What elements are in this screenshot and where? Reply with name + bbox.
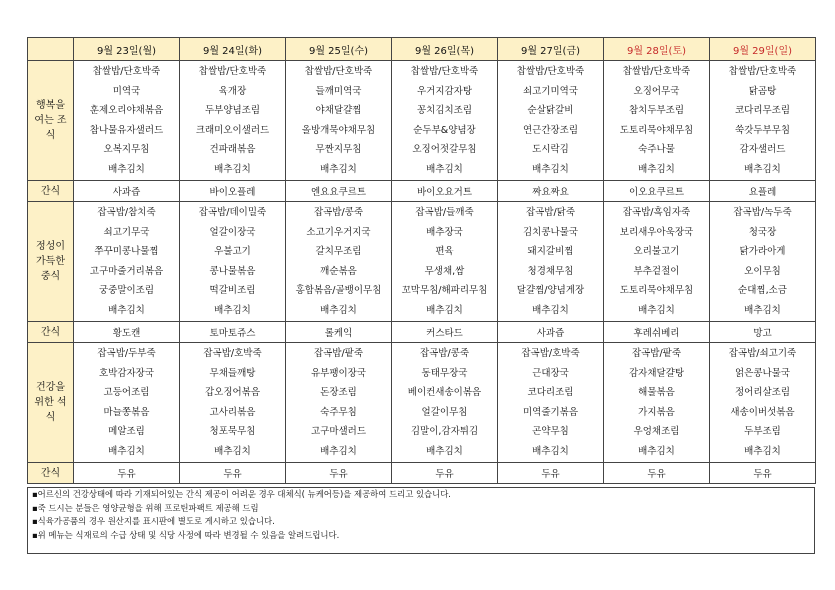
menu-item: 돈장조림 <box>320 387 357 399</box>
menu-item: 잡곡밥/콩죽 <box>313 207 364 219</box>
menu-item: 배추김치 <box>638 304 675 316</box>
menu-item: 배추김치 <box>214 163 251 175</box>
notes-box <box>27 487 815 554</box>
menu-item: 쭈꾸미콩나물찜 <box>94 246 159 258</box>
menu-item: 쇠고기무국 <box>103 226 150 238</box>
day-menu-cell <box>710 61 816 181</box>
menu-item: 배추김치 <box>320 304 357 316</box>
snack-cell: 커스타드 <box>392 322 498 343</box>
header-corner <box>28 38 74 61</box>
menu-item: 오복지무침 <box>103 144 150 156</box>
menu-item: 잡곡밥/참치죽 <box>97 207 156 219</box>
menu-item: 오징어젓갈무침 <box>412 144 477 156</box>
menu-item: 홍합볶음/골뱅이무침 <box>295 285 382 297</box>
menu-item: 배추김치 <box>320 445 357 457</box>
snack-cell: 두유 <box>604 463 710 484</box>
day-header: 9월 26일(목) <box>392 38 498 61</box>
day-header: 9월 25일(수) <box>286 38 392 61</box>
menu-item: 배추김치 <box>744 304 781 316</box>
menu-item: 잡곡밥/팥죽 <box>631 348 682 360</box>
menu-item: 쑥갓두부무침 <box>734 124 791 136</box>
weekly-menu-table <box>27 37 816 484</box>
meal-label: 행복을 여는 조식 <box>28 61 74 181</box>
snack-cell: 짜요짜요 <box>498 181 604 202</box>
menu-item: 잡곡밥/들깨죽 <box>415 207 474 219</box>
snack-row <box>28 463 816 484</box>
snack-cell: 두유 <box>498 463 604 484</box>
menu-item: 김치콩나물국 <box>522 226 579 238</box>
day-header: 9월 27일(금) <box>498 38 604 61</box>
menu-item: 두부조림 <box>744 426 781 438</box>
menu-item: 찹쌀밥/단호박죽 <box>198 66 267 78</box>
menu-item: 잡곡밥/흑임자죽 <box>622 207 691 219</box>
menu-item: 배추김치 <box>532 163 569 175</box>
menu-item: 배추김치 <box>108 445 145 457</box>
menu-item: 올방개묵야채무침 <box>301 124 376 136</box>
menu-item: 참치두부조림 <box>628 105 685 117</box>
menu-item: 보리새우아욱장국 <box>619 226 694 238</box>
day-menu-cell <box>498 343 604 463</box>
day-menu-cell <box>710 343 816 463</box>
menu-item: 배추김치 <box>214 445 251 457</box>
note-line: ▪죽 드시는 분들은 영양균형을 위해 프로틴파팩트 제공해 드림 <box>32 502 259 513</box>
menu-item: 얼갈이장국 <box>209 226 256 238</box>
meal-label: 건강을 위한 석식 <box>28 343 74 463</box>
menu-item: 배추김치 <box>426 163 463 175</box>
day-header: 9월 24일(화) <box>180 38 286 61</box>
menu-item: 찹쌀밥/단호박죽 <box>304 66 373 78</box>
menu-item: 배추김치 <box>532 304 569 316</box>
menu-item: 배추김치 <box>320 163 357 175</box>
snack-cell: 바이오플레 <box>180 181 286 202</box>
day-menu-cell <box>392 343 498 463</box>
day-menu-cell <box>74 202 180 322</box>
menu-item: 닭가라아게 <box>739 246 786 258</box>
menu-item: 갑오징어볶음 <box>204 387 261 399</box>
day-header-weekend: 9월 29일(일) <box>710 38 816 61</box>
menu-item: 도토리묵야채무침 <box>619 124 694 136</box>
menu-item: 깨순볶음 <box>320 265 357 277</box>
menu-item: 배추김치 <box>638 163 675 175</box>
snack-cell: 이오요쿠르트 <box>604 181 710 202</box>
menu-item: 숙주무침 <box>320 406 357 418</box>
snack-label: 간식 <box>28 181 74 202</box>
menu-item: 무짠지무침 <box>315 144 362 156</box>
menu-item: 찹쌀밥/단호박죽 <box>516 66 585 78</box>
header-row <box>28 38 816 61</box>
menu-item: 미역국 <box>112 85 141 97</box>
menu-item: 순두부&양념장 <box>413 124 476 136</box>
menu-item: 청국장 <box>748 226 777 238</box>
menu-item: 찹쌀밥/단호박죽 <box>728 66 797 78</box>
menu-item: 코다리무조림 <box>734 105 791 117</box>
menu-item: 배추장국 <box>426 226 463 238</box>
snack-cell: 두유 <box>710 463 816 484</box>
menu-item: 두부양념조림 <box>204 105 261 117</box>
menu-item: 곤약무침 <box>532 426 569 438</box>
menu-item: 숙주나물 <box>638 144 675 156</box>
menu-item: 청포묵무침 <box>209 426 256 438</box>
menu-item: 콩나물볶음 <box>209 265 256 277</box>
day-menu-cell <box>392 202 498 322</box>
menu-item: 궁중말이조림 <box>98 285 155 297</box>
menu-item: 유부팽이장국 <box>310 367 367 379</box>
snack-row <box>28 181 816 202</box>
menu-item: 꽁치김치조림 <box>416 105 473 117</box>
snack-label: 간식 <box>28 322 74 343</box>
snack-cell: 후레쉬베리 <box>604 322 710 343</box>
menu-item: 배추김치 <box>108 304 145 316</box>
day-menu-cell <box>604 61 710 181</box>
menu-item: 우엉채조림 <box>633 426 680 438</box>
day-menu-cell <box>710 202 816 322</box>
menu-item: 찹쌀밥/단호박죽 <box>622 66 691 78</box>
snack-label: 간식 <box>28 463 74 484</box>
snack-cell: 두유 <box>180 463 286 484</box>
menu-item: 고등어조림 <box>103 387 150 399</box>
note-line: ▪어르신의 건강상태에 따라 기재되어있는 간식 제공이 어려운 경우 대체식( 뉴케어등)을 제공하여 드리고 있습니다. <box>32 489 451 499</box>
menu-item: 정어리살조림 <box>734 387 791 399</box>
menu-item: 감자샐러드 <box>739 144 786 156</box>
menu-item: 오징어무국 <box>633 85 680 97</box>
menu-item: 감자채달걀탕 <box>628 367 685 379</box>
menu-item: 오리불고기 <box>633 246 680 258</box>
menu-item: 고구마샐러드 <box>310 426 367 438</box>
menu-item: 우불고기 <box>214 246 251 258</box>
menu-item: 순대찜,소금 <box>738 285 787 297</box>
note-line: ▪위 메뉴는 식재료의 수급 상태 및 식당 사정에 따라 변경될 수 있음을 알려드립니다. <box>32 529 340 540</box>
day-header: 9월 23일(월) <box>74 38 180 61</box>
day-menu-cell <box>604 202 710 322</box>
menu-item: 메알조림 <box>108 426 145 438</box>
menu-item: 배추김치 <box>744 445 781 457</box>
menu-item: 훈제오리야채볶음 <box>89 105 164 117</box>
menu-item: 크래미오이샐러드 <box>195 124 270 136</box>
snack-cell: 롤케익 <box>286 322 392 343</box>
menu-item: 잡곡밥/콩죽 <box>419 348 470 360</box>
menu-item: 코다리조림 <box>527 387 574 399</box>
snack-cell: 바이오요거트 <box>392 181 498 202</box>
menu-item: 호박감자장국 <box>98 367 155 379</box>
menu-item: 고구마줄거리볶음 <box>89 265 164 277</box>
menu-item: 미역줄기볶음 <box>522 406 579 418</box>
note-line: ▪식육가공품의 경우 원산지를 표시판에 별도로 게시하고 있습니다. <box>32 516 275 526</box>
menu-item: 잡곡밥/호박죽 <box>521 348 580 360</box>
menu-item: 배추김치 <box>744 163 781 175</box>
menu-item: 배추김치 <box>214 304 251 316</box>
menu-item: 가지볶음 <box>638 406 675 418</box>
menu-item: 잡곡밥/닭죽 <box>525 207 576 219</box>
day-menu-cell <box>180 343 286 463</box>
day-menu-cell <box>392 61 498 181</box>
menu-item: 들깨미역국 <box>315 85 362 97</box>
menu-item: 잡곡밥/호박죽 <box>203 348 262 360</box>
menu-item: 연근간장조림 <box>522 124 579 136</box>
menu-item: 배추김치 <box>108 163 145 175</box>
menu-item: 고사리볶음 <box>209 406 256 418</box>
menu-item: 새송이버섯볶음 <box>730 406 795 418</box>
day-menu-cell <box>286 61 392 181</box>
menu-item: 찹쌀밥/단호박죽 <box>92 66 161 78</box>
day-menu-cell <box>498 202 604 322</box>
menu-item: 배추김치 <box>532 445 569 457</box>
menu-item: 무생채,쌈 <box>424 265 465 277</box>
menu-item: 달걀찜/양념게장 <box>516 285 585 297</box>
menu-item: 소고기우거지국 <box>306 226 371 238</box>
snack-cell: 황도캔 <box>74 322 180 343</box>
snack-row <box>28 322 816 343</box>
menu-item: 해물볶음 <box>638 387 675 399</box>
menu-item: 부추겉절이 <box>633 265 680 277</box>
menu-item: 잡곡밥/녹두죽 <box>733 207 792 219</box>
day-menu-cell <box>604 343 710 463</box>
menu-item: 우거지감자탕 <box>416 85 473 97</box>
menu-item: 무채들깨탕 <box>209 367 256 379</box>
day-menu-cell <box>180 202 286 322</box>
menu-item: 배추김치 <box>426 445 463 457</box>
snack-cell: 두유 <box>286 463 392 484</box>
snack-cell: 사과즙 <box>74 181 180 202</box>
menu-item: 김말이,감자튀김 <box>410 426 479 438</box>
menu-item: 순살닭갈비 <box>527 105 574 117</box>
menu-item: 동태무장국 <box>421 367 468 379</box>
snack-cell: 사과즙 <box>498 322 604 343</box>
day-menu-cell <box>74 343 180 463</box>
snack-cell: 두유 <box>392 463 498 484</box>
menu-item: 육개장 <box>218 85 247 97</box>
menu-item: 갈치무조림 <box>315 246 362 258</box>
day-menu-cell <box>498 61 604 181</box>
meal-label: 정성이 가득한 중식 <box>28 202 74 322</box>
meal-row <box>28 61 816 181</box>
menu-item: 돼지갈비찜 <box>527 246 574 258</box>
menu-item: 찹쌀밥/단호박죽 <box>410 66 479 78</box>
meal-row <box>28 202 816 322</box>
menu-item: 꼬막무침/해파리무침 <box>401 285 488 297</box>
day-header-weekend: 9월 28일(토) <box>604 38 710 61</box>
menu-item: 닭곰탕 <box>748 85 777 97</box>
menu-item: 야채달걀찜 <box>315 105 362 117</box>
menu-item: 참나물유자샐러드 <box>89 124 164 136</box>
menu-item: 도시락김 <box>532 144 569 156</box>
menu-item: 떡갈비조림 <box>209 285 256 297</box>
menu-item: 배추김치 <box>426 304 463 316</box>
day-menu-cell <box>74 61 180 181</box>
menu-item: 쇠고기미역국 <box>522 85 579 97</box>
meal-row <box>28 343 816 463</box>
menu-item: 얼갈이무침 <box>421 406 468 418</box>
day-menu-cell <box>180 61 286 181</box>
menu-item: 편육 <box>435 246 454 258</box>
menu-item: 청경채무침 <box>527 265 574 277</box>
menu-item: 잡곡밥/데이밀죽 <box>198 207 267 219</box>
menu-item: 근대장국 <box>532 367 569 379</box>
day-menu-cell <box>286 202 392 322</box>
snack-cell: 토마토쥬스 <box>180 322 286 343</box>
menu-item: 잡곡밥/두부죽 <box>97 348 156 360</box>
menu-item: 배추김치 <box>638 445 675 457</box>
menu-item: 얽은콩나물국 <box>734 367 791 379</box>
menu-item: 베이컨새송이볶음 <box>407 387 482 399</box>
snack-cell: 망고 <box>710 322 816 343</box>
menu-item: 오이무침 <box>744 265 781 277</box>
snack-cell: 엔요요쿠르트 <box>286 181 392 202</box>
snack-cell: 두유 <box>74 463 180 484</box>
menu-item: 잡곡밥/쇠고기죽 <box>728 348 797 360</box>
snack-cell: 요플레 <box>710 181 816 202</box>
menu-item: 건파래볶음 <box>209 144 256 156</box>
menu-item: 마늘쫑볶음 <box>103 406 150 418</box>
menu-item: 도토리묵야채무침 <box>619 285 694 297</box>
day-menu-cell <box>286 343 392 463</box>
menu-item: 잡곡밥/팥죽 <box>313 348 364 360</box>
